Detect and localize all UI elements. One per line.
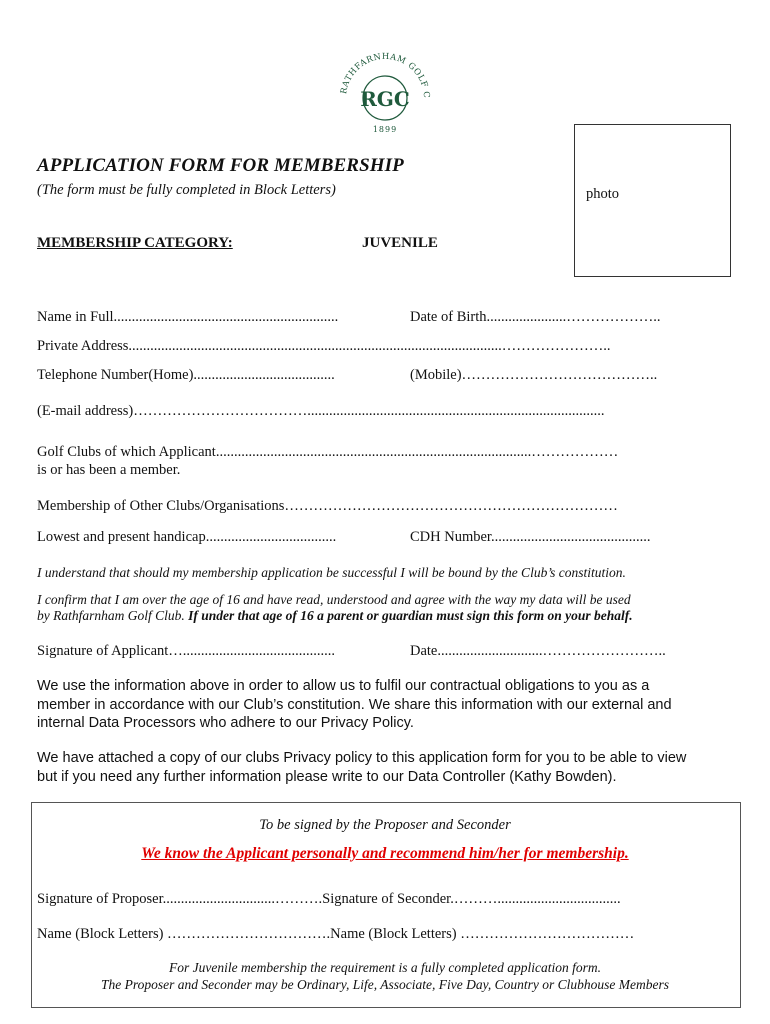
name-field[interactable]: Name in Full.............................................................. <box>37 309 339 325</box>
membership-category-value: JUVENILE <box>362 235 438 251</box>
proposer-heading: To be signed by the Proposer and Seconder <box>259 817 511 833</box>
confirm-club: by Rathfarnham Golf Club. <box>37 608 185 623</box>
club-crest-icon <box>330 46 440 136</box>
recommend-line <box>0 845 770 863</box>
applicant-signature-field[interactable]: Signature of Applicant….......................................... <box>37 643 336 659</box>
proposer-signature-field[interactable] <box>37 891 621 908</box>
logo-monogram: RGC <box>360 87 410 111</box>
photo-label: photo <box>586 186 620 202</box>
privacy-line: internal Data Processors who adhere to our Privacy Policy. <box>37 715 414 731</box>
other-clubs-field[interactable]: Membership of Other Clubs/Organisations…………………………………………………………… <box>37 498 618 514</box>
logo-ring-text: RATHFARNHAM GOLF C <box>338 50 433 99</box>
seconder-block-name[interactable]: Name (Block Letters) ……………………………… <box>330 926 635 942</box>
golf-clubs-field[interactable]: Golf Clubs of which Applicant.......................................................................................……………… <box>37 444 619 460</box>
member-types-note: The Proposer and Seconder may be Ordinary, Life, Associate, Five Day, Country or Clubhouse Members <box>101 977 669 992</box>
proposer-signature[interactable]: Signature of Proposer...............................………. <box>37 891 323 907</box>
juvenile-note: For Juvenile membership the requirement is a fully completed application form. <box>168 960 602 975</box>
form-title: APPLICATION FORM FOR MEMBERSHIP <box>37 155 404 176</box>
signature-date-field[interactable]: Date.............................…………………….. <box>410 643 666 659</box>
logo-year: 1899 <box>372 125 398 134</box>
handicap-field[interactable]: Lowest and present handicap.................................... <box>37 529 337 545</box>
guardian-notice: If under that age of 16 a parent or guardian must sign this form on your behalf. <box>188 608 633 623</box>
block-letters-field[interactable] <box>37 926 634 943</box>
privacy-paragraph-1 <box>37 677 737 733</box>
home-phone-field[interactable]: Telephone Number(Home)....................................... <box>37 367 335 383</box>
constitution-statement: I understand that should my membership application be successful I will be bound by the Club’s constitution. <box>37 565 626 580</box>
membership-category-label: MEMBERSHIP CATEGORY: <box>37 235 233 251</box>
privacy-line: member in accordance with our Club’s constitution. We share this information with our external and <box>37 696 672 713</box>
seconder-signature[interactable]: Signature of Seconder.……….................................. <box>322 891 621 907</box>
cdh-number-field[interactable]: CDH Number............................................ <box>410 529 651 545</box>
recommend-statement: We know the Applicant personally and recommend him/her for membership. <box>141 845 629 862</box>
confirm-statement: I confirm that I am over the age of 16 and have read, understood and agree with the way my data will be used <box>37 592 631 607</box>
proposer-block-name[interactable]: Name (Block Letters) ……………………………. <box>37 926 331 942</box>
golf-clubs-field-cont: is or has been a member. <box>37 462 181 478</box>
mobile-field[interactable]: (Mobile)………………………………….. <box>410 367 658 383</box>
privacy-line: but if you need any further information please write to our Data Controller (Kathy Bowden). <box>37 768 617 785</box>
club-logo <box>330 46 440 136</box>
email-field[interactable]: (E-mail address)……………………………….................................................................................. <box>37 403 605 419</box>
privacy-line: We use the information above in order to allow us to fulfil our contractual obligations to you as a <box>37 678 650 694</box>
privacy-paragraph-2 <box>37 749 747 786</box>
form-subtitle: (The form must be fully completed in Block Letters) <box>37 182 336 198</box>
privacy-line: We have attached a copy of our clubs Privacy policy to this application form for you to be able to view <box>37 750 687 766</box>
confirm-statement-cont <box>37 608 633 624</box>
dob-field[interactable]: Date of Birth......................……………….. <box>410 309 661 325</box>
address-field[interactable]: Private Address.......................................................................................................………………….. <box>37 338 611 354</box>
